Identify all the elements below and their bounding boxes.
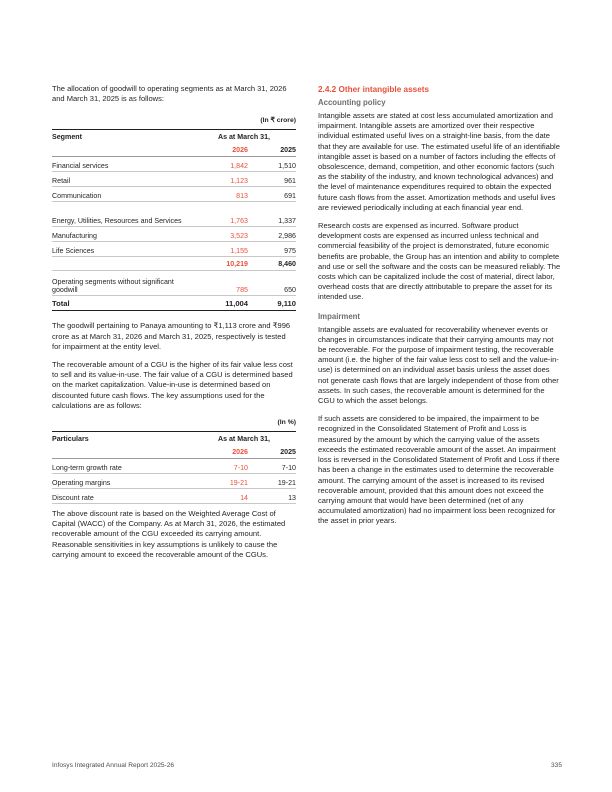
table-row: Operating margins 19-21 19-21 xyxy=(52,474,296,489)
table2-year-2025: 2025 xyxy=(248,445,296,459)
table-row: Retail 1,123 961 xyxy=(52,172,296,187)
accounting-policy-subheading: Accounting policy xyxy=(318,98,386,107)
table-row: Financial services 1,842 1,510 xyxy=(52,157,296,172)
right-column xyxy=(318,84,562,535)
table1-year-2026: 2026 xyxy=(196,143,248,157)
left-column xyxy=(52,84,296,568)
table-row: Energy, Utilities, Resources and Services 1,763 1,337 xyxy=(52,202,296,227)
table1-col-asat: As at March 31, xyxy=(196,130,296,144)
footer-page-number: 335 xyxy=(550,762,562,769)
table-row: Long-term growth rate 7-10 7-10 xyxy=(52,459,296,474)
table2-year-row xyxy=(52,445,296,459)
intangible-policy-paragraph: Intangible assets are stated at cost less accumulated amortization and impairment. Intangible assets are amortized over their respective individual estimated useful lives on a straight-line basis, from the date that they are available for use. The estimated useful life of an identifiable intangible asset is based on a number of factors including the effects of obsolescence, demand, competition, and other economic factors (such as the stability of the industry, and known technological advances) and the level of maintenance expenditures required to obtain the expected future cash flows from the asset. Amortization methods and useful lives are reviewed periodically including at each financial year end. xyxy=(318,111,560,212)
table1-total-row: Total 11,004 9,110 xyxy=(52,296,296,311)
table-row: Discount rate 14 13 xyxy=(52,489,296,504)
table1-without-goodwill-row: Operating segments without significant goodwill 785 650 xyxy=(52,271,296,296)
impairment-evaluation-paragraph: Intangible assets are evaluated for recoverability whenever events or changes in circumstances indicate that their carrying amounts may not be recoverable. For the purpose of impairment testing, the recoverable amount (i.e. the higher of the fair value less cost to sell and the value-in-use) is determined on an individual asset basis unless the asset does not generate cash flows that are largely independent of those from other assets. In such cases, the recoverable amount is determined for the CGU to which the asset belongs. xyxy=(318,324,559,406)
research-costs-paragraph: Research costs are expensed as incurred. Software product development costs are expensed as incurred unless technical and commercial feasibility of the project is demonstrated, future economic benefits are probable, the Group has an intention and ability to complete and use or sell the software and the costs can be measured reliably. The costs which can be capitalized include the cost of material, direct labor, overhead costs that are directly attributable to prepare the asset for its intended use. xyxy=(318,221,561,302)
section-heading: 2.4.2 Other intangible assets xyxy=(318,85,430,94)
table-row: Communication 813 691 xyxy=(52,187,296,202)
impairment-recognition-paragraph: If such assets are considered to be impaired, the impairment to be recognized in the Consolidated Statement of Profit and Loss is measured by the amount by which the carrying value of the assets exceeds the estimated recoverable amount of the asset. An impairment loss is reversed in the Consolidated Statement of Profit and Loss if there has been a change in the estimates used to determine the recoverable amount. The carrying amount of the asset is increased to its revised recoverable amount, provided that this amount does not exceed the carrying amount that would have been determined (net of any accumulated amortization) had no impairment loss been recognized for the asset in prior years. xyxy=(318,414,560,526)
table2-unit: (In %) xyxy=(277,419,296,427)
table1-year-row xyxy=(52,143,296,157)
table1-header-row xyxy=(52,130,296,144)
goodwill-allocation-table xyxy=(52,129,296,311)
goodwill-allocation-intro: The allocation of goodwill to operating segments as at March 31, 2026 and March 31, 2025 is as follows: xyxy=(52,84,287,104)
table1-unit: (In ₹ crore) xyxy=(260,117,296,125)
table1-col-segment: Segment xyxy=(52,130,196,144)
table-row: Manufacturing 3,523 2,986 xyxy=(52,227,296,242)
table1-subtotal-row: 10,219 8,460 xyxy=(52,257,296,271)
table2-header-row xyxy=(52,432,296,446)
table-row: Life Sciences 1,155 975 xyxy=(52,242,296,257)
table2-col-particulars: Particulars xyxy=(52,432,196,446)
footer-report-title: Infosys Integrated Annual Report 2025-26 xyxy=(52,762,175,769)
panaya-goodwill-paragraph: The goodwill pertaining to Panaya amounting to ₹1,113 crore and ₹996 crore as at March 31, 2026 and March 31, 2025, respectively is tested for impairment at the entity level. xyxy=(52,321,291,351)
table2-year-2026: 2026 xyxy=(196,445,248,459)
table1-year-2025: 2025 xyxy=(248,143,296,157)
discount-rate-paragraph: The above discount rate is based on the Weighted Average Cost of Capital (WACC) of the Company. As at March 31, 2026, the estimated recoverable amount of the CGU exceeded its carrying amount. Reasonable sensitivities in key assumptions is unlikely to cause the carrying amount to exceed the recoverable amount of the CGUs. xyxy=(52,509,286,559)
table2-col-asat: As at March 31, xyxy=(196,432,296,446)
recoverable-amount-paragraph: The recoverable amount of a CGU is the higher of its fair value less cost to sell and its value-in-use. The fair value of a CGU is determined based on the market capitalization. Value-in-use is determined based on discounted future cash flows. The key assumptions used for the calculations are as follows: xyxy=(52,360,293,410)
key-assumptions-table xyxy=(52,431,296,504)
impairment-subheading: Impairment xyxy=(318,311,361,321)
